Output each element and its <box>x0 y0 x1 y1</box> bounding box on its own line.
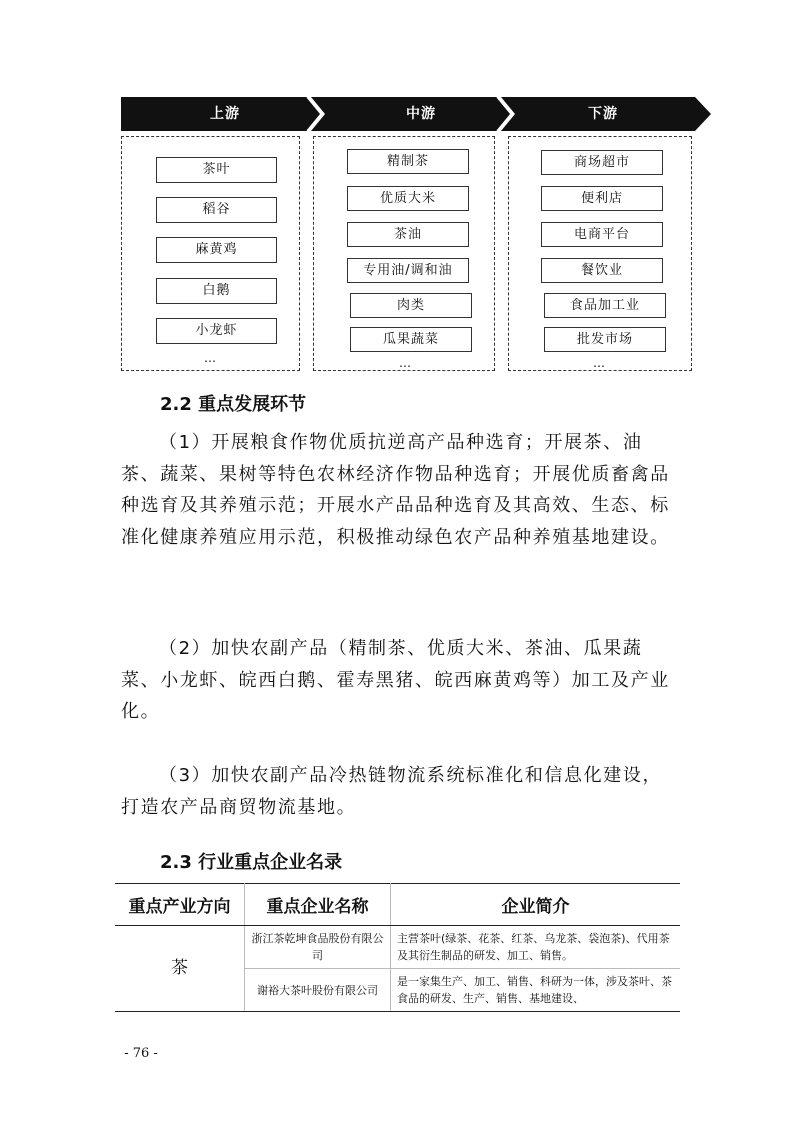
column-header: 重点产业方向 <box>115 884 245 926</box>
downstream-item: 餐饮业 <box>541 258 663 283</box>
paragraph-3: （3）加快农副产品冷热链物流系统标准化和信息化建设，打造农产品商贸物流基地。 <box>121 765 663 818</box>
midstream-item: 优质大米 <box>347 186 469 211</box>
upstream-item: 白鹅 <box>156 278 277 304</box>
table-header-row <box>115 884 680 926</box>
enterprise-intro: 主营茶叶(绿茶、花茶、红茶、乌龙茶、袋泡茶)、代用茶及其衍生制品的研发、加工、销售。 <box>391 926 681 969</box>
table-row <box>115 926 680 969</box>
midstream-more: … <box>399 356 412 370</box>
downstream-item: 批发市场 <box>544 327 666 352</box>
paragraph-1: （1）开展粮食作物优质抗逆高产品种选育；开展茶、油茶、蔬菜、果树等特色农林经济作物品种选育；开展优质畜禽品种选育及其养殖示范；开展水产品品种选育及其高效、生态、标准化健康养殖应用示范，积极推动绿色农产品种养殖基地建设。 <box>121 432 670 548</box>
upstream-more: … <box>204 351 217 365</box>
stage-label-upstream: 上游 <box>210 106 240 122</box>
midstream-item: 茶油 <box>347 222 469 247</box>
downstream-item: 商场超市 <box>541 150 663 175</box>
midstream-item: 精制茶 <box>347 149 469 174</box>
key-enterprise-table <box>115 883 680 1012</box>
downstream-item: 便利店 <box>541 186 663 211</box>
midstream-item: 肉类 <box>350 293 472 318</box>
page-number: - 76 - <box>124 1046 158 1061</box>
enterprise-name: 谢裕大茶叶股份有限公司 <box>245 969 391 1012</box>
midstream-item: 专用油/调和油 <box>347 258 469 283</box>
midstream-item: 瓜果蔬菜 <box>350 327 472 352</box>
upstream-item: 稻谷 <box>156 197 277 223</box>
section-heading-2-2: 2.2 重点发展环节 <box>160 394 307 415</box>
upstream-item: 麻黄鸡 <box>156 237 277 263</box>
enterprise-intro: 是一家集生产、加工、销售、科研为一体，涉及茶叶、茶食品的研发、生产、销售、基地建设、 <box>391 969 681 1012</box>
column-header: 重点企业名称 <box>245 884 391 926</box>
downstream-item: 电商平台 <box>541 222 663 247</box>
industry-category: 茶 <box>115 926 245 1012</box>
column-header: 企业简介 <box>391 884 681 926</box>
stage-label-downstream: 下游 <box>588 106 618 122</box>
enterprise-name: 浙江茶乾坤食品股份有限公司 <box>245 926 391 969</box>
upstream-item: 小龙虾 <box>156 318 277 344</box>
downstream-item: 食品加工业 <box>544 293 666 318</box>
upstream-item: 茶叶 <box>156 157 277 183</box>
paragraph-2: （2）加快农副产品（精制茶、优质大米、茶油、瓜果蔬菜、小龙虾、皖西白鹅、霍寿黑猪、皖西麻黄鸡等）加工及产业化。 <box>121 638 670 722</box>
downstream-more: … <box>593 356 606 370</box>
section-heading-2-3: 2.3 行业重点企业名录 <box>160 852 343 873</box>
stage-label-midstream: 中游 <box>406 106 436 122</box>
